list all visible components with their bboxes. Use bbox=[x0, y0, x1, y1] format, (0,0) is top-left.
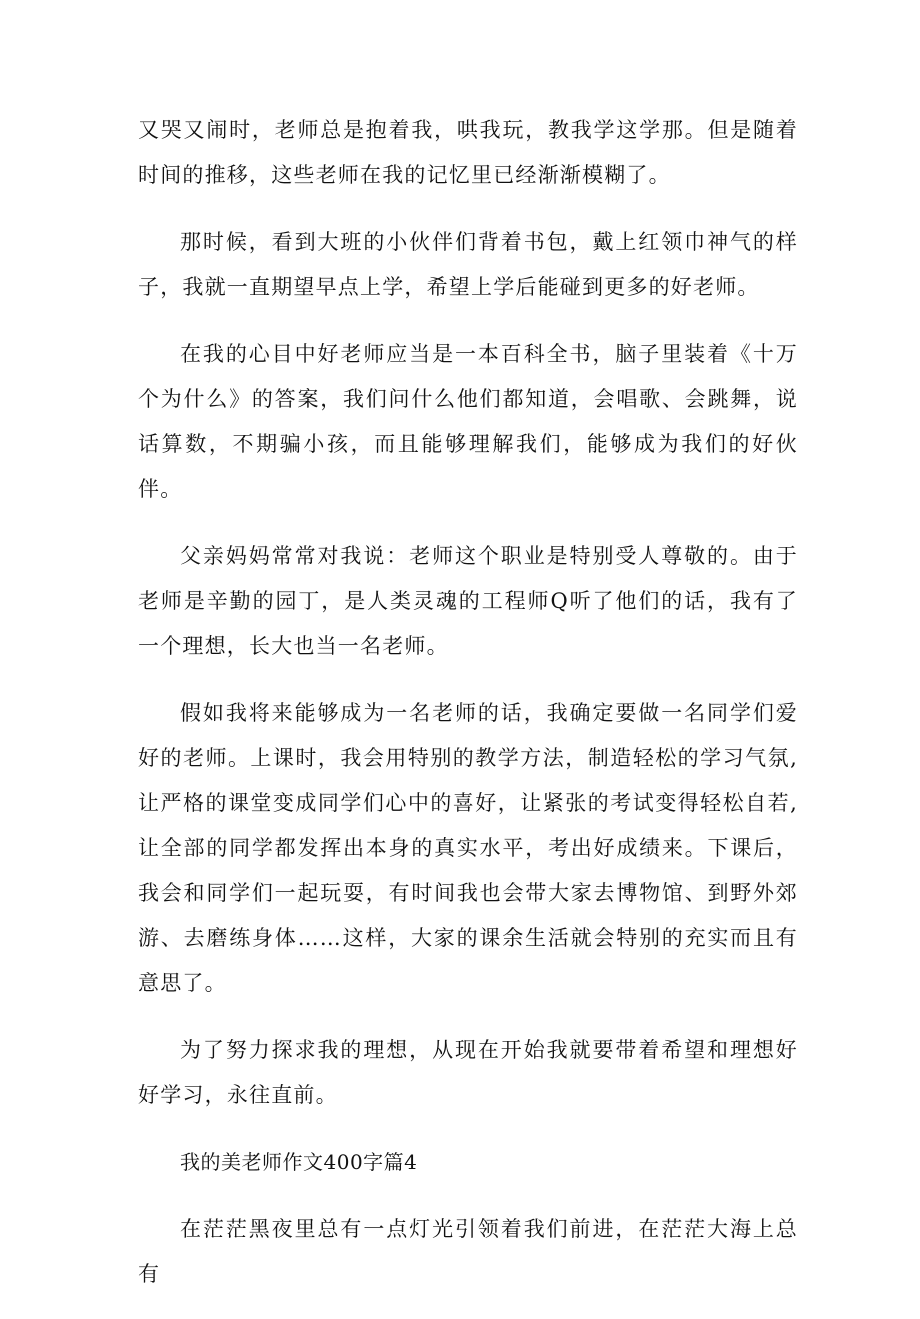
paragraph-6: 为了努力探求我的理想，从现在开始我就要带着希望和理想好好学习，永往直前。 bbox=[138, 1038, 798, 1107]
paragraph-1: 又哭又闹时，老师总是抱着我，哄我玩，教我学这学那。但是随着时间的推移，这些老师在我的记忆里已经渐渐模糊了。 bbox=[138, 118, 798, 187]
document-body bbox=[138, 108, 798, 1319]
paragraph-7: 在茫茫黑夜里总有一点灯光引领着我们前进，在茫茫大海上总有 bbox=[138, 1217, 798, 1286]
paragraph-5: 假如我将来能够成为一名老师的话，我确定要做一名同学们爱好的老师。上课时，我会用特别的教学方法，制造轻松的学习气氛,让严格的课堂变成同学们心中的喜好，让紧张的考试变得轻松自若,让全部的同学都发挥出本身的真实水平，考出好成绩来。下课后，我会和同学们一起玩耍，有时间我也会带大家去博物馆、到野外郊游、去磨练身体……这样，大家的课余生活就会特别的充实而且有意思了。 bbox=[138, 701, 798, 995]
paragraph-4: 父亲妈妈常常对我说：老师这个职业是特别受人尊敬的。由于老师是辛勤的园丁，是人类灵魂的工程师Q听了他们的话，我有了一个理想，长大也当一名老师。 bbox=[138, 544, 798, 658]
paragraph-3: 在我的心目中好老师应当是一本百科全书，脑子里装着《十万个为什么》的答案，我们问什么他们都知道，会唱歌、会跳舞，说话算数，不期骗小孩，而且能够理解我们，能够成为我们的好伙伴。 bbox=[138, 342, 798, 501]
section-heading: 我的美老师作文400字篇4 bbox=[180, 1150, 418, 1174]
paragraph-2: 那时候，看到大班的小伙伴们背着书包，戴上红领巾神气的样子，我就一直期望早点上学，希望上学后能碰到更多的好老师。 bbox=[138, 230, 798, 299]
